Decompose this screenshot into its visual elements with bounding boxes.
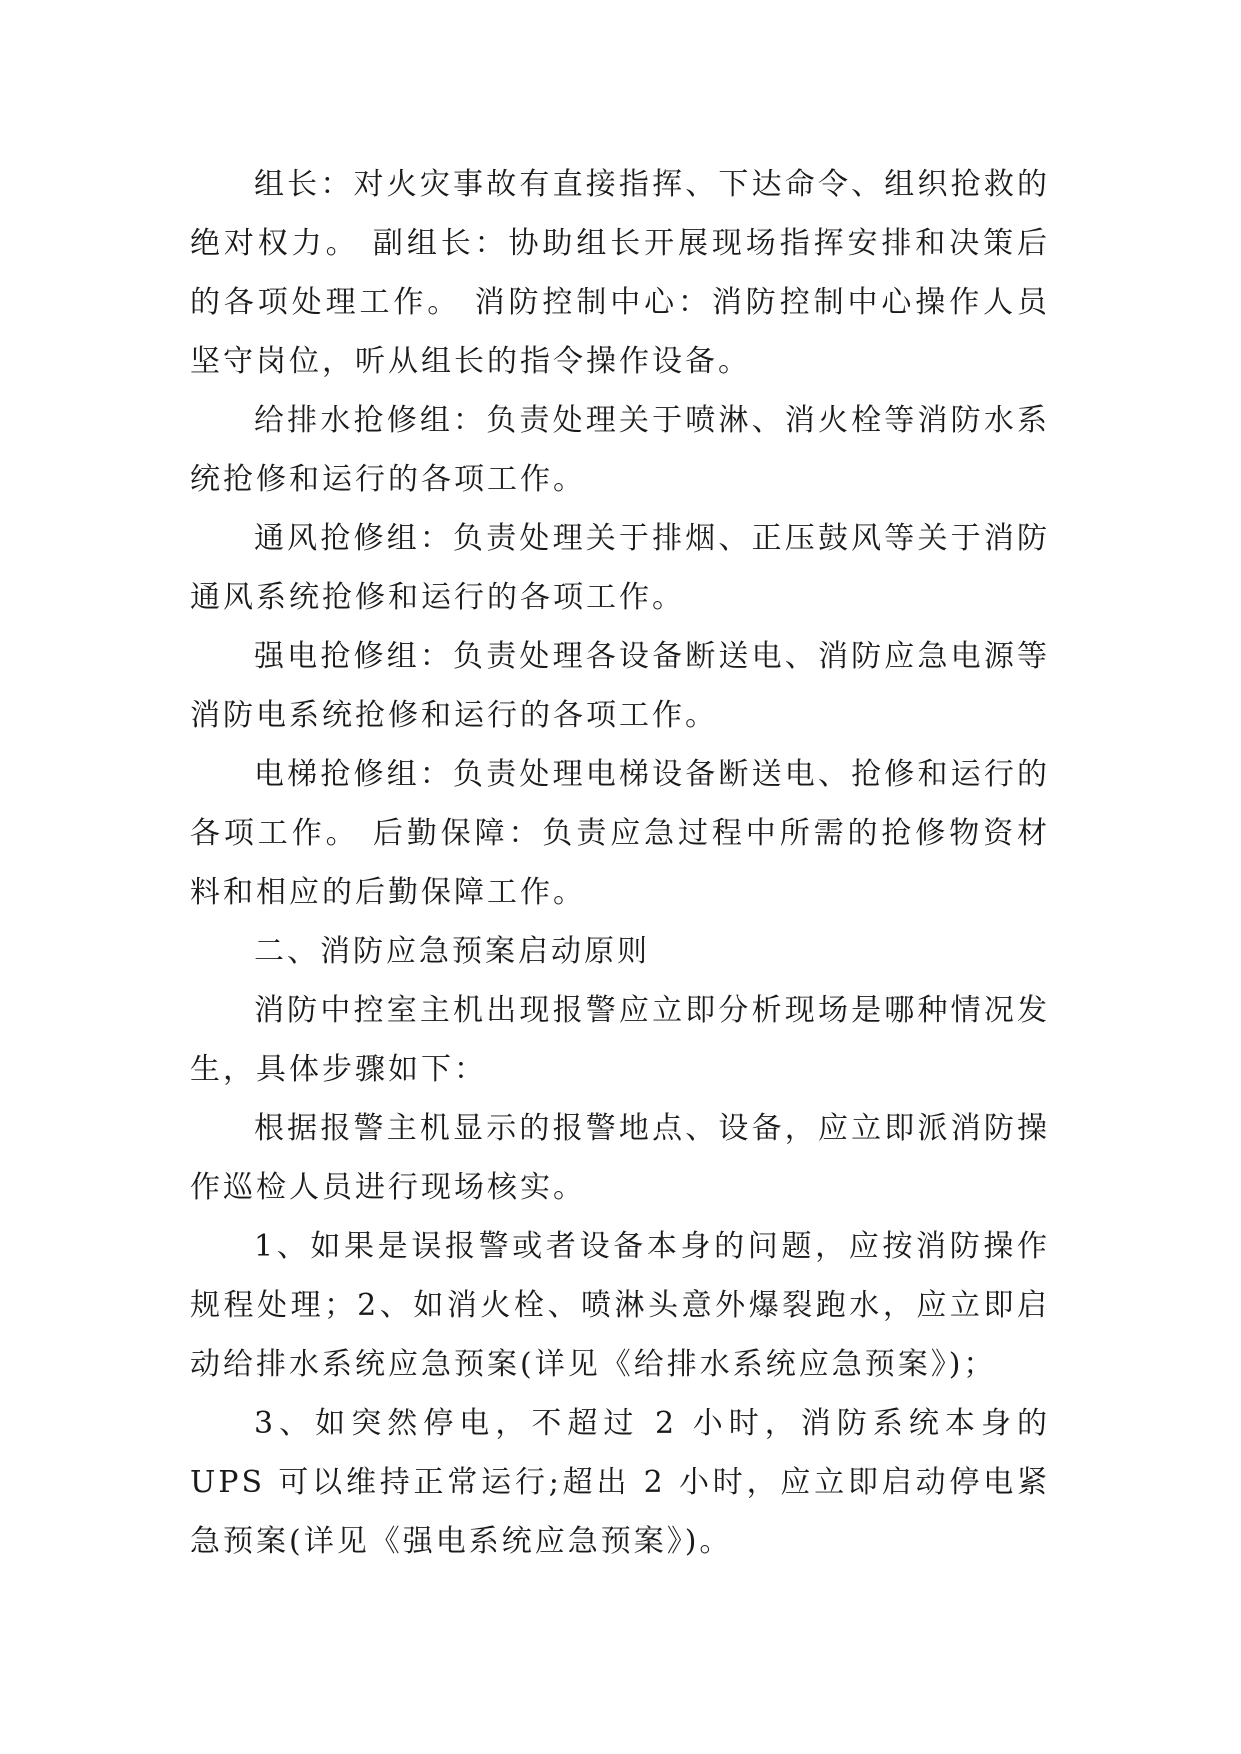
paragraph-leadership-roles: 组长：对火灾事故有直接指挥、下达命令、组织抢救的绝对权力。 副组长：协助组长开展现场指挥安排和决策后的各项处理工作。 消防控制中心：消防控制中心操作人员坚守岗位，听从组长的指令操作设备。	[190, 167, 1050, 379]
paragraph-alarm-analysis: 消防中控室主机出现报警应立即分析现场是哪种情况发生，具体步骤如下：	[190, 993, 1050, 1087]
document-body	[190, 155, 1050, 1571]
paragraph-power-repair-team: 强电抢修组：负责处理各设备断送电、消防应急电源等消防电系统抢修和运行的各项工作。	[190, 639, 1050, 733]
paragraph-water-repair-team: 给排水抢修组：负责处理关于喷淋、消火栓等消防水系统抢修和运行的各项工作。	[190, 403, 1050, 497]
section-heading: 二、消防应急预案启动原则	[254, 934, 650, 969]
paragraph-ventilation-repair-team: 通风抢修组：负责处理关于排烟、正压鼓风等关于消防通风系统抢修和运行的各项工作。	[190, 521, 1050, 615]
paragraph-step-3: 3、如突然停电，不超过 2 小时，消防系统本身的 UPS 可以维持正常运行;超出 2 小时，应立即启动停电紧急预案(详见《强电系统应急预案》)。	[190, 1406, 1050, 1559]
paragraph-steps-1-2: 1、如果是误报警或者设备本身的问题，应按消防操作规程处理；2、如消火栓、喷淋头意外爆裂跑水，应立即启动给排水系统应急预案(详见《给排水系统应急预案》)；	[190, 1229, 1050, 1382]
paragraph-elevator-repair-team: 电梯抢修组：负责处理电梯设备断送电、抢修和运行的各项工作。 后勤保障：负责应急过程中所需的抢修物资材料和相应的后勤保障工作。	[190, 757, 1050, 910]
paragraph-site-verification: 根据报警主机显示的报警地点、设备，应立即派消防操作巡检人员进行现场核实。	[190, 1111, 1050, 1205]
